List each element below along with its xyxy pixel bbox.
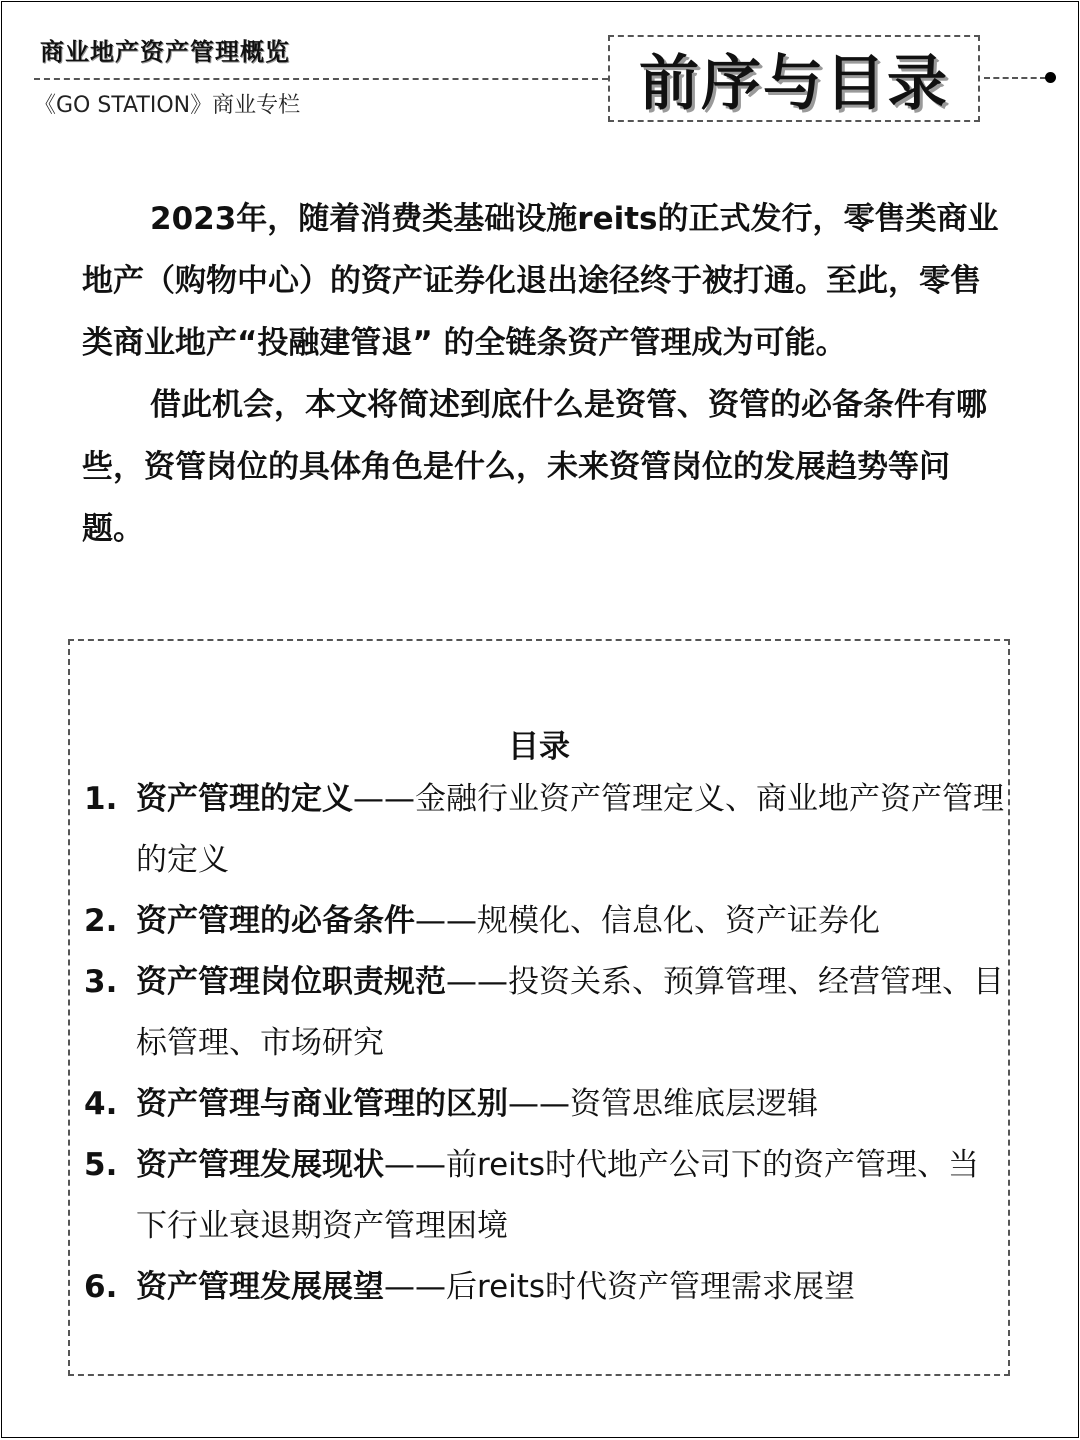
toc-item-heading: 资产管理岗位职责规范: [136, 964, 446, 1000]
toc-item-6: [84, 1257, 1004, 1318]
column-subtitle: 《GO STATION》商业专栏: [34, 93, 301, 118]
toc-item-4: [84, 1074, 1004, 1135]
toc-item-number: 4.: [84, 1086, 118, 1122]
toc-box: [68, 639, 1010, 1376]
toc-item-2: [84, 891, 1004, 952]
toc-item-heading: 资产管理发展展望: [136, 1269, 384, 1305]
header-divider: [34, 78, 608, 80]
section-title: 前序与目录: [639, 48, 949, 119]
toc-item-number: 6.: [84, 1269, 118, 1305]
toc-item-description: ——金融行业资产管理定义、商业地产资产管理的定义: [136, 781, 1004, 878]
toc-item-description: ——前reits时代地产公司下的资产管理、当下行业衰退期资产管理困境: [136, 1147, 980, 1244]
dot-icon: [1045, 72, 1056, 83]
intro-paragraph-2: 借此机会，本文将简述到底什么是资管、资管的必备条件有哪些，资管岗位的具体角色是什么，未来资管岗位的发展趋势等问题。: [82, 387, 987, 547]
page: [1, 1, 1079, 1438]
toc-title: 目录: [508, 729, 570, 765]
toc-item-heading: 资产管理发展现状: [136, 1147, 384, 1183]
toc-item-number: 2.: [84, 903, 118, 939]
column-title: 商业地产资产管理概览: [40, 38, 290, 66]
intro-text: [82, 188, 1002, 560]
toc-item-heading: 资产管理与商业管理的区别: [136, 1086, 508, 1122]
toc-item-heading: 资产管理的定义: [136, 781, 353, 817]
intro-paragraph-1: 2023年，随着消费类基础设施reits的正式发行，零售类商业地产（购物中心）的资产证券化退出途径终于被打通。至此，零售类商业地产“投融建管退” 的全链条资产管理成为可能。: [82, 201, 999, 361]
toc-item-description: ——投资关系、预算管理、经营管理、目标管理、市场研究: [136, 964, 1004, 1061]
toc-item-description: ——后reits时代资产管理需求展望: [384, 1269, 856, 1305]
toc-item-number: 5.: [84, 1147, 118, 1183]
toc-item-number: 1.: [84, 781, 118, 817]
toc-item-description: ——资管思维底层逻辑: [508, 1086, 818, 1122]
toc-item-description: ——规模化、信息化、资产证券化: [415, 903, 880, 939]
toc-list: [84, 769, 1004, 1318]
toc-item-number: 3.: [84, 964, 118, 1000]
toc-item-1: [84, 769, 1004, 891]
header-left: [40, 32, 290, 67]
toc-item-heading: 资产管理的必备条件: [136, 903, 415, 939]
section-title-box: [608, 35, 980, 122]
header-divider-right: [984, 77, 1046, 79]
toc-item-5: [84, 1135, 1004, 1257]
toc-item-3: [84, 952, 1004, 1074]
